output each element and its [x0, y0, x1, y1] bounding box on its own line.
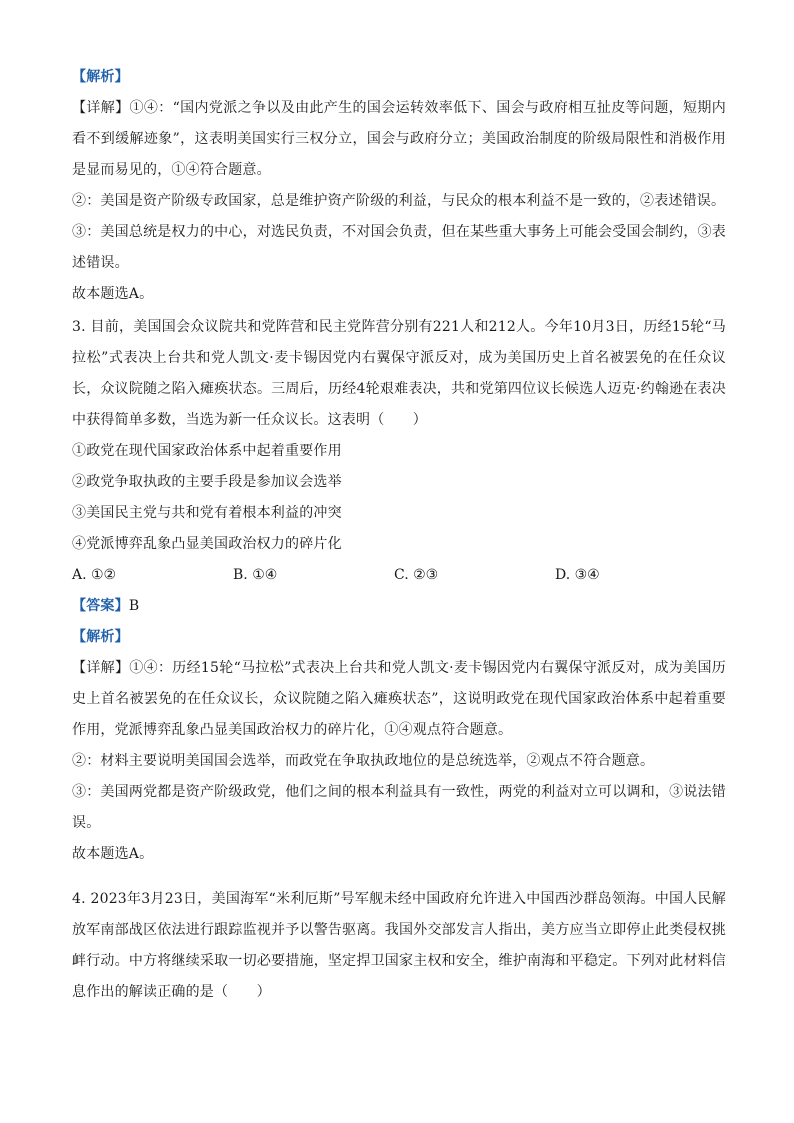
question-4-stem: 4. 2023年3月23日，美国海军“米利厄斯”号军舰未经中国政府允许进入中国西沙群岛领海。中国人民解放军南部战区依法进行跟踪监视并予以警告驱离。我国外交部发言人指出，美方应当立即停止此类侵权挑衅行动。中方将继续采取一切必要措施，坚定捍卫国家主权和安全，维护南海和平稳定。下列对此材料信息作出的解读正确的是（ ）	[72, 891, 726, 1000]
conclusion: 故本题选A。	[72, 846, 154, 862]
explanation-paragraph: ③：美国总统是权力的中心，对选民负责，不对国会负责，但在某些重大事务上可能会受国会制约，③表述错误。	[72, 224, 726, 271]
analysis-label: 【解析】	[72, 629, 129, 645]
detail-paragraph: 【详解】①④：历经15轮“马拉松”式表决上台共和党人凯文·麦卡锡因党内右翼保守派反对，成为美国历史上首名被罢免的在任众议长，众议院随之陷入瘫痪状态”，这说明政党在现代国家政治体系中起着重要作用，党派博弈乱象凸显美国政治权力的碎片化，①④观点符合题意。	[72, 660, 726, 738]
page-content	[72, 62, 726, 1008]
answer-line	[72, 591, 726, 622]
detail-paragraph: 【详解】①④：“国内党派之争以及由此产生的国会运转效率低下、国会与政府相互扯皮等问题，短期内看不到缓解迹象”，这表明美国实行三权分立，国会与政府分立；美国政治制度的阶级局限性和消极作用是显而易见的，①④符合题意。	[72, 100, 726, 178]
explanation-paragraph: ②：美国是资产阶级专政国家，总是维护资产阶级的利益，与民众的根本利益不是一致的，②表述错误。	[72, 193, 726, 209]
statement-1: ①政党在现代国家政治体系中起着重要作用	[72, 443, 342, 459]
option-d: D. ③④	[555, 567, 600, 583]
analysis-label: 【解析】	[72, 69, 129, 85]
option-b: B. ①④	[233, 567, 278, 583]
option-c: C. ②③	[394, 567, 439, 583]
explanation-paragraph: ②：材料主要说明美国国会选举，而政党在争取执政地位的是总统选举，②观点不符合题意。	[72, 753, 655, 769]
statement-3: ③美国民主党与共和党有着根本利益的冲突	[72, 505, 342, 521]
explanation-paragraph: ③：美国两党都是资产阶级政党，他们之间的根本利益具有一致性，两党的利益对立可以调和，③说法错误。	[72, 784, 726, 831]
question-3-stem: 3. 目前，美国国会众议院共和党阵营和民主党阵营分别有221人和212人。今年10月3日，历经15轮“马拉松”式表决上台共和党人凯文·麦卡锡因党内右翼保守派反对，成为美国历史上首名被罢免的在任众议长，众议院随之陷入瘫痪状态。三周后，历经4轮艰难表决，共和党第四位议长候选人迈克·约翰逊在表决中获得简单多数，当选为新一任众议长。这表明（ ）	[72, 319, 726, 428]
conclusion: 故本题选A。	[72, 286, 154, 302]
answer-label: 【答案】	[72, 598, 129, 614]
statement-2: ②政党争取执政的主要手段是参加议会选举	[72, 474, 342, 490]
answer-value: B	[128, 598, 140, 614]
option-a: A. ①②	[72, 567, 117, 583]
statement-4: ④党派博弈乱象凸显美国政治权力的碎片化	[72, 536, 342, 552]
answer-options	[72, 560, 726, 591]
